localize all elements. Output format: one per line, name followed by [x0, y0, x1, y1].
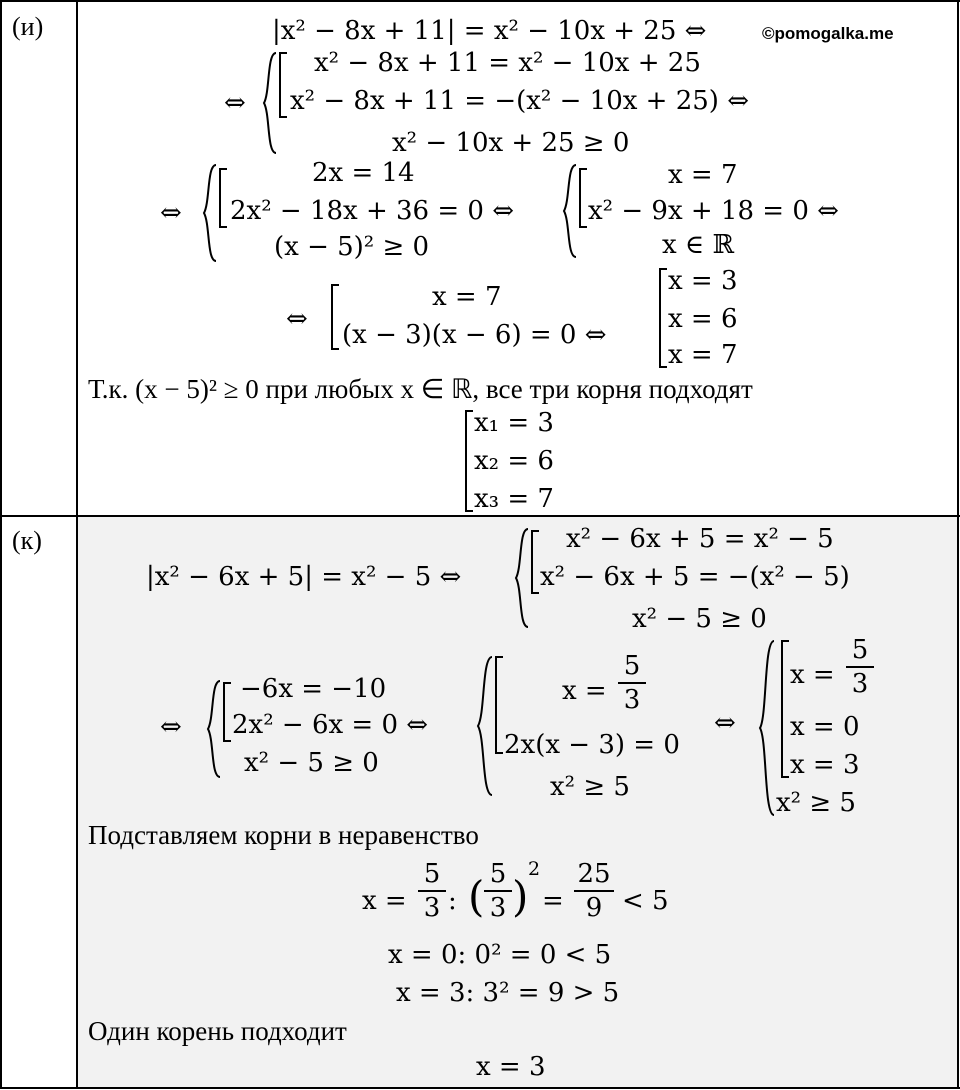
part-k-check1-close-paren: ) — [512, 872, 529, 921]
table-border-top — [0, 0, 960, 2]
part-i-set2-row3: x = 7 — [668, 340, 738, 370]
part-i-set1-row2: (x − 3)(x − 6) = 0 ⇔ — [342, 320, 607, 350]
part-k-sys3-fraction — [618, 652, 646, 714]
part-i-sys2-square-bracket — [218, 168, 228, 228]
part-k-check1-result-fraction — [574, 860, 614, 922]
fraction-denominator: 3 — [489, 893, 507, 923]
part-k-sys3-square-bracket — [494, 656, 504, 754]
part-i-sys1-row3: x² − 10x + 25 ≥ 0 — [392, 128, 630, 158]
part-k-sys4-curly-brace — [758, 640, 776, 816]
part-i-set2-row2: x = 6 — [668, 304, 738, 334]
part-i-sys2-row2: 2x² − 18x + 36 = 0 ⇔ — [230, 196, 514, 226]
part-i-set1-equivalence: ⇔ — [286, 304, 308, 334]
part-k-sys1-square-bracket — [530, 530, 540, 594]
part-i-set1-row1: x = 7 — [432, 282, 502, 312]
part-i-sys2-row3: (x − 5)² ≥ 0 — [274, 232, 430, 262]
part-i-sys1-square-bracket — [278, 52, 288, 118]
part-k-sys2-row1: −6x = −10 — [240, 674, 387, 704]
watermark: ©pomogalka.me — [762, 24, 894, 43]
fraction-bar — [574, 890, 614, 892]
table-border-right — [957, 0, 959, 1089]
part-i-sys1-equivalence: ⇔ — [224, 88, 246, 118]
part-k-sys1-row3: x² − 5 ≥ 0 — [632, 604, 767, 634]
part-k-check1-open-paren: ( — [468, 872, 485, 921]
part-k-sys4-square-bracket — [780, 640, 790, 778]
fraction-denominator: 3 — [623, 685, 641, 715]
fraction-numerator: 25 — [577, 859, 611, 889]
part-i-answer-row1: x₁ = 3 — [474, 408, 554, 438]
part-k-check1-exponent: 2 — [528, 858, 541, 880]
part-i-sys3-curly-brace — [562, 164, 578, 258]
part-k-label: (к) — [12, 526, 42, 555]
fraction-bar — [418, 890, 446, 892]
part-i-set2-square-bracket — [658, 268, 668, 368]
fraction-denominator: 9 — [585, 893, 603, 923]
part-k-check1-lhs: x = — [362, 886, 407, 916]
part-k-check1-fraction — [418, 860, 446, 922]
part-k-sys1-curly-brace — [514, 528, 530, 628]
part-i-set1-square-bracket — [330, 284, 340, 350]
table-column-divider — [76, 0, 78, 1089]
part-k-sys2-curly-brace — [206, 680, 222, 778]
part-k-one-root-text: Один корень подходит — [88, 1016, 347, 1046]
fraction-denominator: 3 — [851, 669, 869, 699]
part-i-note: Т.к. (x − 5)² ≥ 0 при любых x ∈ ℝ, все три корня подходят — [88, 374, 753, 404]
part-k-sys4-equivalence: ⇔ — [714, 708, 736, 738]
fraction-denominator: 3 — [423, 893, 441, 923]
part-k-substitute-text: Подставляем корни в неравенство — [88, 820, 479, 850]
part-k-equation: |x² − 6x + 5| = x² − 5 ⇔ — [146, 562, 462, 592]
part-k-check3: x = 3: 3² = 9 > 5 — [396, 978, 620, 1008]
part-i-equation: |x² − 8x + 11| = x² − 10x + 25 ⇔ — [272, 16, 707, 46]
part-k-sys2-row3: x² − 5 ≥ 0 — [244, 748, 379, 778]
part-i-sys3-row1: x = 7 — [668, 160, 738, 190]
fraction-numerator: 5 — [423, 859, 441, 889]
fraction-numerator: 5 — [489, 859, 507, 889]
part-k-sys3-row3: x² ≥ 5 — [550, 772, 630, 802]
part-k-sys2-row2: 2x² − 6x = 0 ⇔ — [232, 710, 429, 740]
part-i-sys3-square-bracket — [578, 168, 588, 228]
part-k-sys3-row1-lhs: x = — [562, 676, 607, 706]
part-k-sys4-row3: x = 3 — [790, 750, 860, 780]
table-border-left — [0, 0, 2, 1089]
part-i-label: (и) — [12, 12, 44, 41]
part-k-check1-tail: < 5 — [622, 886, 669, 916]
part-k-sys3-row2: 2x(x − 3) = 0 — [504, 730, 680, 760]
part-i-sys2-curly-brace — [202, 164, 218, 262]
part-k-sys4-row4: x² ≥ 5 — [776, 788, 856, 818]
part-i-sys2-row1: 2x = 14 — [312, 158, 415, 188]
part-i-sys1-row2: x² − 8x + 11 = −(x² − 10x + 25) ⇔ — [290, 86, 749, 116]
part-k-check1-equals: = — [542, 886, 564, 916]
part-k-sys1-row2: x² − 6x + 5 = −(x² − 5) — [540, 562, 850, 592]
part-i-sys1-curly-brace — [262, 52, 278, 154]
fraction-numerator: 5 — [851, 635, 869, 665]
fraction-bar — [846, 666, 874, 668]
part-i-answer-square-bracket — [464, 410, 474, 512]
part-k-sys2-square-bracket — [222, 682, 232, 742]
part-i-sys3-row3: x ∈ ℝ — [662, 230, 735, 260]
part-k-sys4-row2: x = 0 — [790, 712, 860, 742]
part-i-sys2-equivalence: ⇔ — [160, 198, 182, 228]
table-row-divider — [0, 515, 960, 517]
fraction-bar — [484, 890, 512, 892]
part-i-answer-row2: x₂ = 6 — [474, 446, 554, 476]
part-k-check1-colon: : — [448, 886, 457, 916]
part-i-answer-row3: x₃ = 7 — [474, 484, 554, 514]
part-i-set2-row1: x = 3 — [668, 266, 738, 296]
part-k-sys4-row1-lhs: x = — [790, 660, 835, 690]
part-k-sys1-row1: x² − 6x + 5 = x² − 5 — [566, 524, 834, 554]
part-k-check2: x = 0: 0² = 0 < 5 — [388, 940, 612, 970]
part-i-sys3-row2: x² − 9x + 18 = 0 ⇔ — [588, 196, 839, 226]
part-k-sys3-curly-brace — [476, 656, 494, 796]
part-i-sys1-row1: x² − 8x + 11 = x² − 10x + 25 — [314, 48, 701, 78]
part-k-sys2-equivalence: ⇔ — [160, 712, 182, 742]
part-k-sys4-fraction — [846, 636, 874, 698]
fraction-bar — [618, 682, 646, 684]
part-k-check1-paren-fraction — [484, 860, 512, 922]
fraction-numerator: 5 — [623, 651, 641, 681]
part-k-final-answer: x = 3 — [476, 1052, 546, 1082]
table-border-bottom — [0, 1087, 960, 1089]
